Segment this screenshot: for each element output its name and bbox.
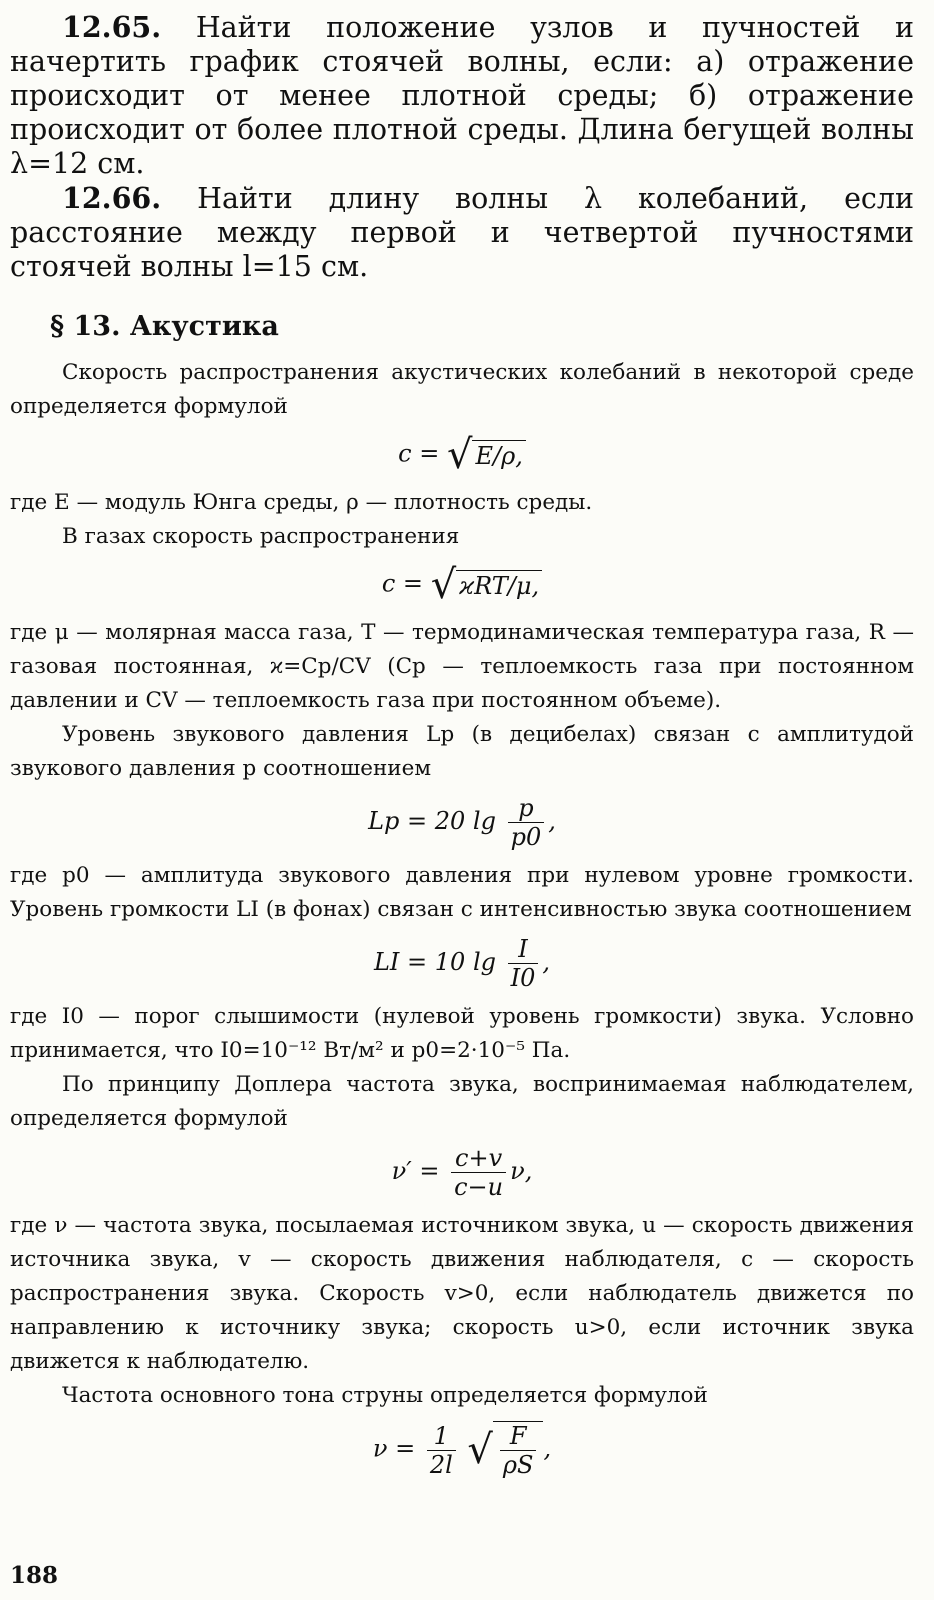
formula-lhs: c = (398, 439, 440, 468)
paragraph: где ν — частота звука, посылаемая источником звука, u — скорость движения источника звука, v — скорость движения наблюдателя, c — скорость распространения звука. Скорость v>0, если наблюдатель движется по направлению к источнику звука; скорость u>0, если источник звука движется к наблюдателю. (10, 1213, 914, 1374)
paragraph: где I0 — порог слышимости (нулевой уровень громкости) звука. Условно принимается, что I0=10⁻¹² Вт/м² и p0=2·10⁻⁵ Па. (10, 1004, 914, 1063)
paragraph: Скорость распространения акустических колебаний в некоторой среде определяется формулой (10, 360, 914, 419)
numerator: 1 (433, 1421, 449, 1450)
formula-lhs: ν = (372, 1434, 416, 1463)
paragraph: где E — модуль Юнга среды, ρ — плотность среды. (10, 490, 593, 515)
section-heading: § 13. Акустика (50, 311, 279, 342)
formula-tail: , (542, 948, 551, 976)
denominator: ρS (500, 1450, 537, 1479)
formula-radicand: ϰRT/μ, (456, 570, 542, 601)
fraction (451, 1144, 506, 1201)
formula-tail: , (543, 1434, 552, 1463)
denominator: c−u (451, 1172, 506, 1201)
fraction (508, 935, 539, 992)
numerator: p (518, 794, 534, 822)
problem-text: Найти положение узлов и пучностей и начертить график стоячей волны, если: а) отражение происходит от менее плотной среды; б) отражение происходит от более плотной среды. Длина бегущей волны λ=12 см. (10, 11, 914, 180)
formula-speed-gas (10, 562, 914, 608)
paragraph: где p0 — амплитуда звукового давления при нулевом уровне громкости. Уровень громкости LI (в фонах) связан с интенсивностью звука соотношением (10, 863, 914, 922)
formula-lhs: Lp = 20 lg (368, 807, 496, 835)
problem-text: Найти длину волны λ колебаний, если расстояние между первой и четвертой пучностями стоячей волны l=15 см. (10, 182, 914, 283)
paragraph: Уровень звукового давления Lp (в децибелах) связан с амплитудой звукового давления p соотношением (10, 722, 914, 781)
denominator: I0 (508, 963, 539, 992)
formula-lhs: ν′ = (391, 1157, 440, 1185)
numerator: c+v (455, 1144, 503, 1172)
formula-string-frequency (10, 1421, 914, 1479)
denominator: p0 (508, 822, 545, 851)
page-number: 188 (10, 1562, 59, 1589)
radical-sign: √ (446, 432, 473, 478)
formula-sound-pressure-level (10, 794, 914, 851)
fraction (500, 1422, 537, 1479)
formula-radicand: E/ρ, (472, 440, 525, 471)
problem-12-66 (10, 181, 914, 284)
formula-speed-solid (10, 432, 914, 478)
problem-12-65 (10, 10, 914, 181)
paragraph: По принципу Доплера частота звука, воспринимаемая наблюдателем, определяется формулой (10, 1072, 914, 1131)
numerator: I (518, 935, 528, 963)
fraction (508, 794, 545, 851)
paragraph: Частота основного тона струны определяется формулой (62, 1383, 708, 1408)
formula-doppler (10, 1144, 914, 1201)
page-content (10, 10, 914, 1487)
formula-loudness-level (10, 935, 914, 992)
paragraph: где μ — молярная масса газа, T — термодинамическая температура газа, R — газовая постоянная, ϰ=Cp/CV (Cp — теплоемкость газа при постоянном давлении и CV — теплоемкость газа при постоянном объеме). (10, 620, 914, 713)
problem-number: 12.66. (62, 181, 162, 215)
numerator: F (509, 1422, 527, 1450)
formula-tail: , (548, 807, 556, 835)
fraction (427, 1422, 456, 1479)
radicand (493, 1421, 544, 1479)
radical-sign: √ (467, 1427, 493, 1473)
radical-sign: √ (430, 562, 457, 608)
paragraph: В газах скорость распространения (62, 524, 460, 549)
denominator: 2l (427, 1450, 456, 1479)
problem-number: 12.65. (62, 10, 162, 44)
formula-tail: ν, (510, 1157, 533, 1185)
formula-lhs: c = (381, 569, 424, 598)
formula-lhs: LI = 10 lg (373, 948, 496, 976)
